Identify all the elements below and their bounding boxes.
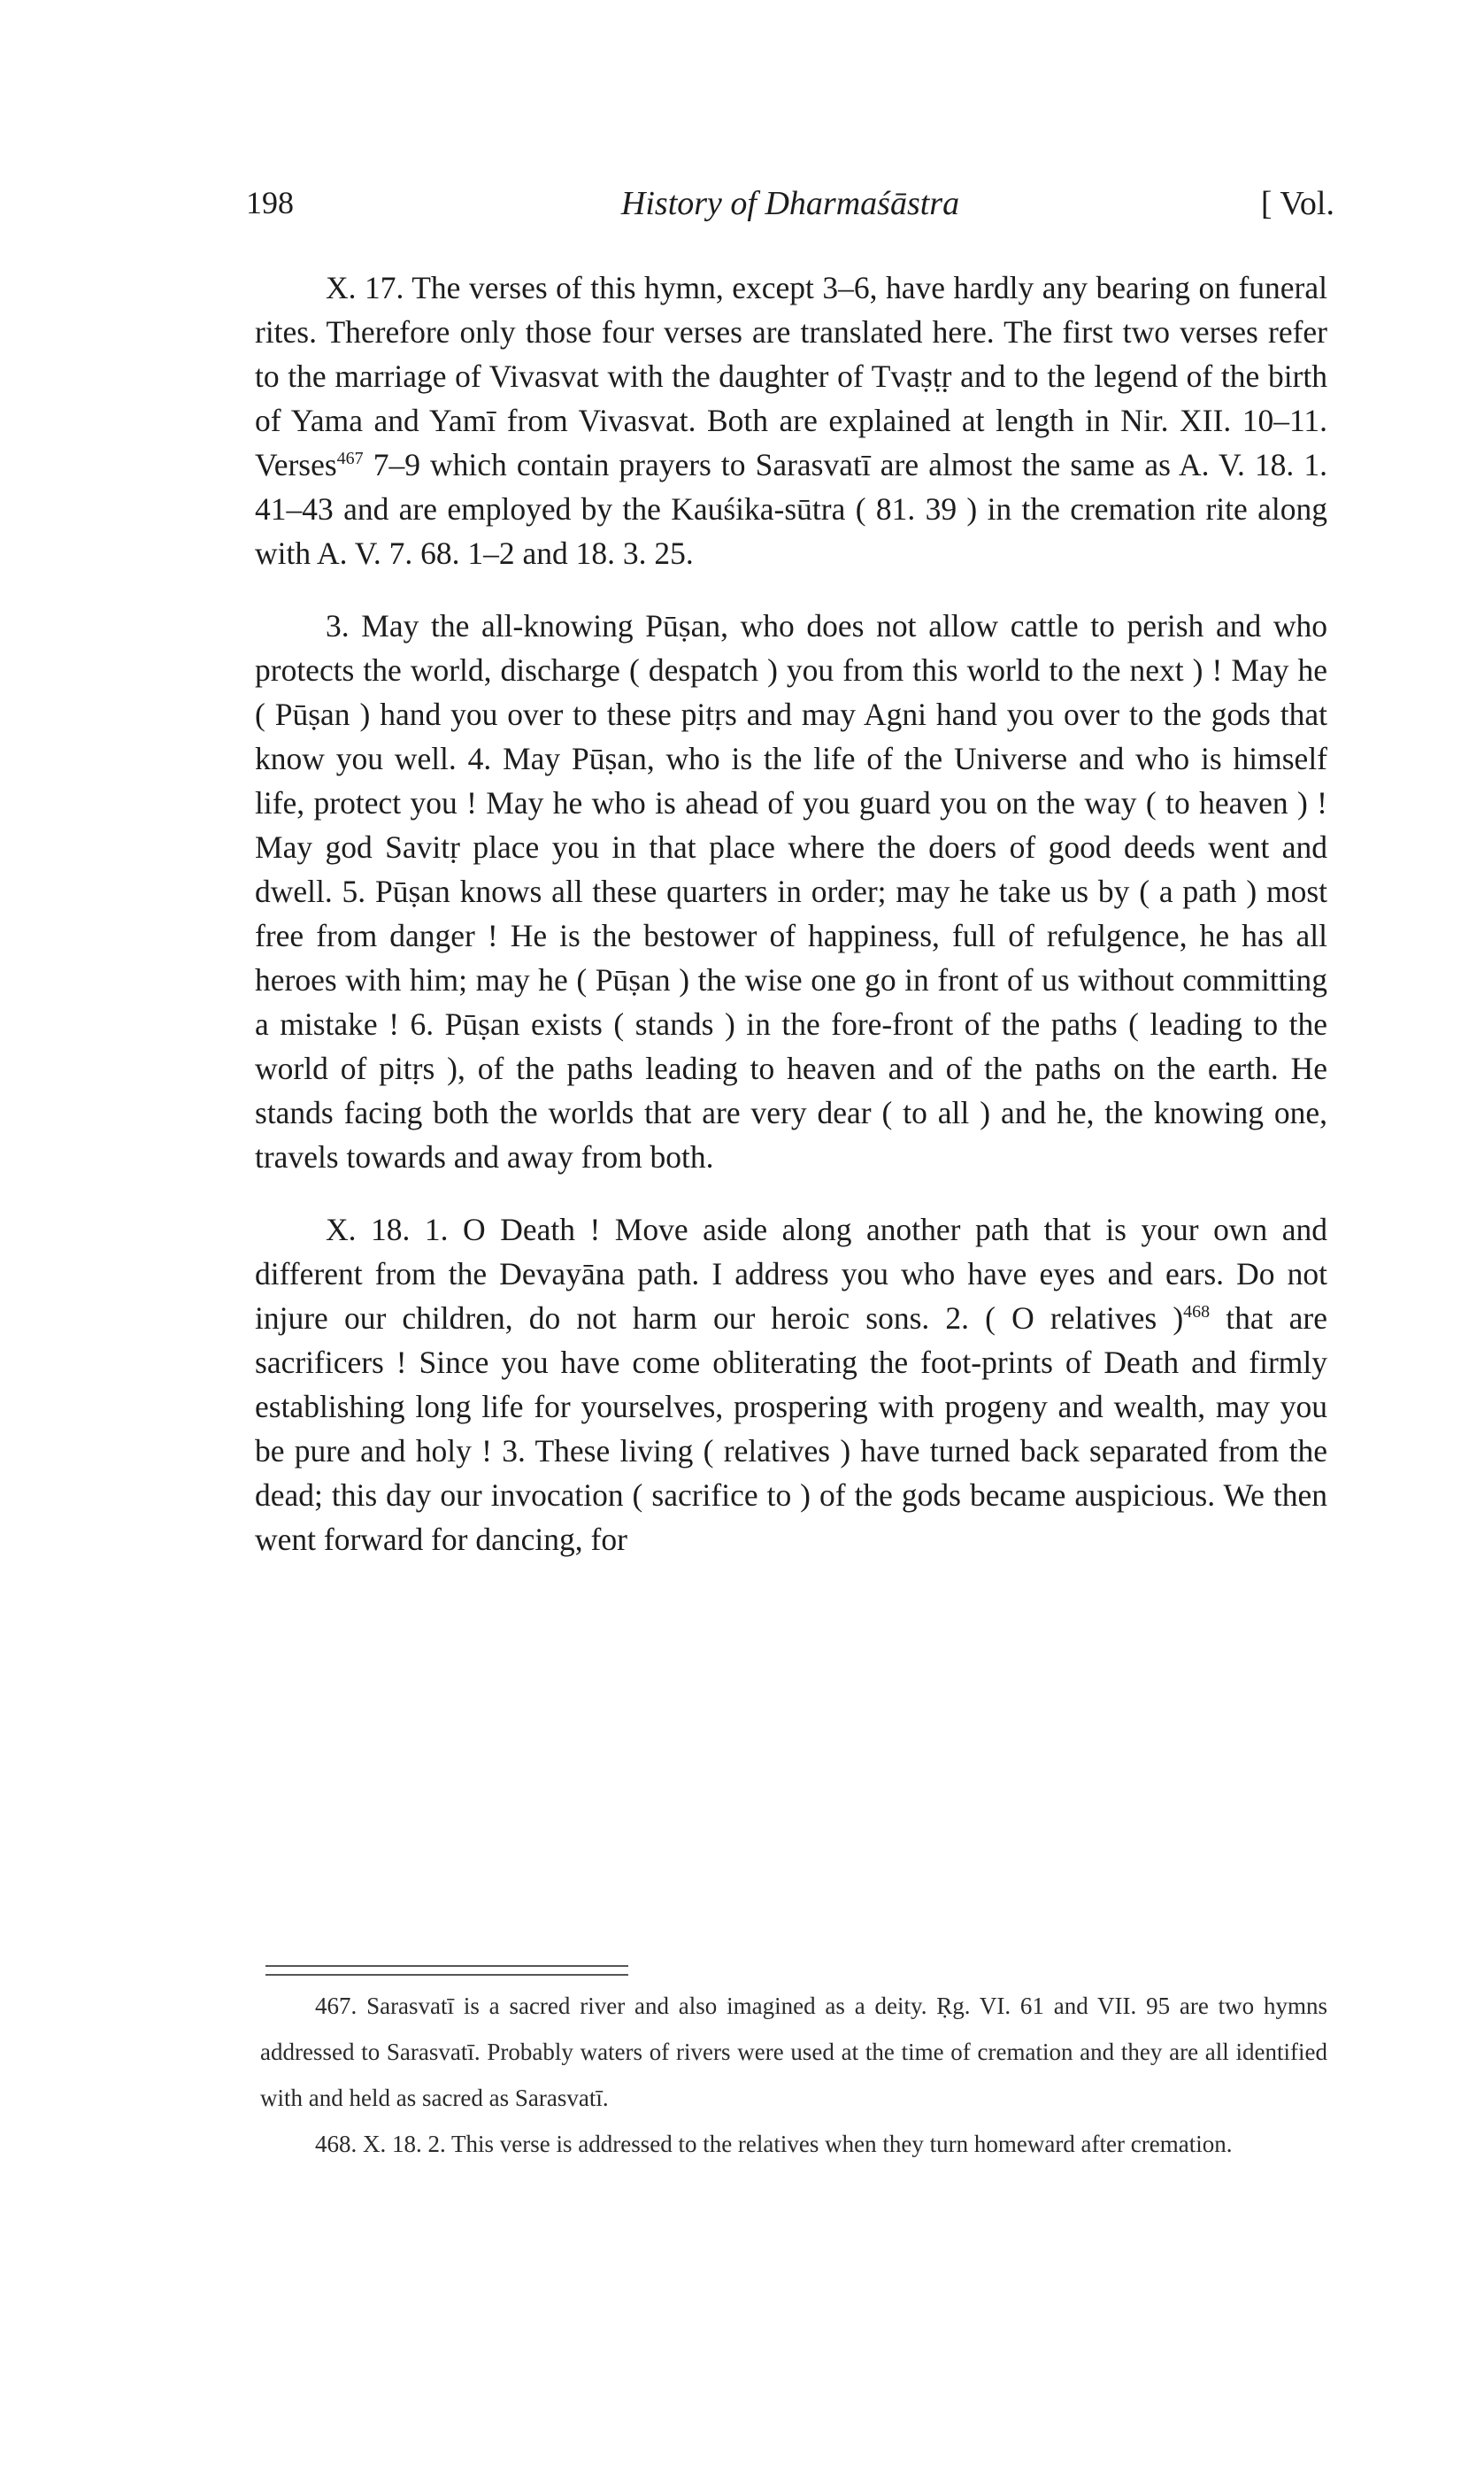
- paragraph-text: 7–9 which contain prayers to Sarasvatī are almost the same as A. V. 18. 1. 41–43 and are employed by the Kauśika-sūtra ( 81. 39 ) in the cremation rite along with A. V. 7. 68. 1–2 and 18. 3. 25.: [255, 447, 1327, 571]
- main-text: [255, 266, 1327, 1561]
- page-number: 198: [246, 185, 294, 220]
- paragraph-text: X. 18. 1. O Death ! Move aside along another path that is your own and different from the Devayāna path. I address you who have eyes and ears. Do not injure our children, do not harm our heroic sons. 2. ( O relatives ): [255, 1212, 1327, 1336]
- volume-label: [ Vol.: [1260, 185, 1334, 222]
- footnotes: [260, 1983, 1327, 2167]
- footnote-reference-468: 468: [1183, 1302, 1211, 1322]
- paragraph-text: 3. May the all-knowing Pūṣan, who does not allow cattle to perish and who protects the world, discharge ( despatch ) you from this world to the next ) ! May he ( Pūṣan ) hand you over to these pitṛs and may Agni hand you over to the gods that know you well. 4. May Pūṣan, who is the life of the Universe and who is himself life, protect you ! May he who is ahead of you guard you on the way ( to heaven ) ! May god Savitṛ place you in that place where the doers of good deeds went and dwell. 5. Pūṣan knows all these quarters in order; may he take us by ( a path ) most free from danger ! He is the bestower of happiness, full of refulgence, he has all heroes with him; may he ( Pūṣan ) the wise one go in front of us without committing a mistake ! 6. Pūṣan exists ( stands ) in the fore-front of the paths ( leading to the world of pitṛs ), of the paths leading to heaven and of the paths on the earth. He stands facing both the worlds that are very dear ( to all ) and he, the knowing one, travels towards and away from both.: [255, 608, 1327, 1175]
- paragraph-pusan-verses: [255, 604, 1327, 1179]
- footnote-separator: [265, 1965, 628, 1976]
- footnote-467: 467. Sarasvatī is a sacred river and also imagined as a deity. Ṛg. VI. 61 and VII. 95 are two hymns addressed to Sarasvatī. Probably waters of rivers were used at the time of cremation and they are all identified with and held as sacred as Sarasvatī.: [260, 1993, 1327, 2111]
- running-head: [246, 184, 1334, 228]
- paragraph-hymn-x-18: [255, 1207, 1327, 1561]
- footnote-468: 468. X. 18. 2. This verse is addressed to the relatives when they turn homeward after cremation.: [315, 2131, 1233, 2157]
- book-title: History of Dharmaśāstra: [620, 185, 960, 222]
- paragraph-hymn-x-17: [255, 266, 1327, 575]
- paragraph-text: that are sacrificers ! Since you have come obliterating the foot-prints of Death and firmly establishing long life for yourselves, prospering with progeny and wealth, may you be pure and holy ! 3. These living ( relatives ) have turned back separated from the dead; this day our invocation ( sacrifice to ) of the gods became auspicious. We then went forward for dancing, for: [255, 1300, 1327, 1557]
- paragraph-text: X. 17. The verses of this hymn, except 3–6, have hardly any bearing on funeral rites. Therefore only those four verses are translated here. The first two verses refer to the marriage of Vivasvat with the daughter of Tvaṣṭṛ and to the legend of the birth of Yama and Yamī from Vivasvat. Both are explained at length in Nir. XII. 10–11. Verses: [255, 270, 1327, 482]
- footnote-reference-467: 467: [336, 449, 364, 469]
